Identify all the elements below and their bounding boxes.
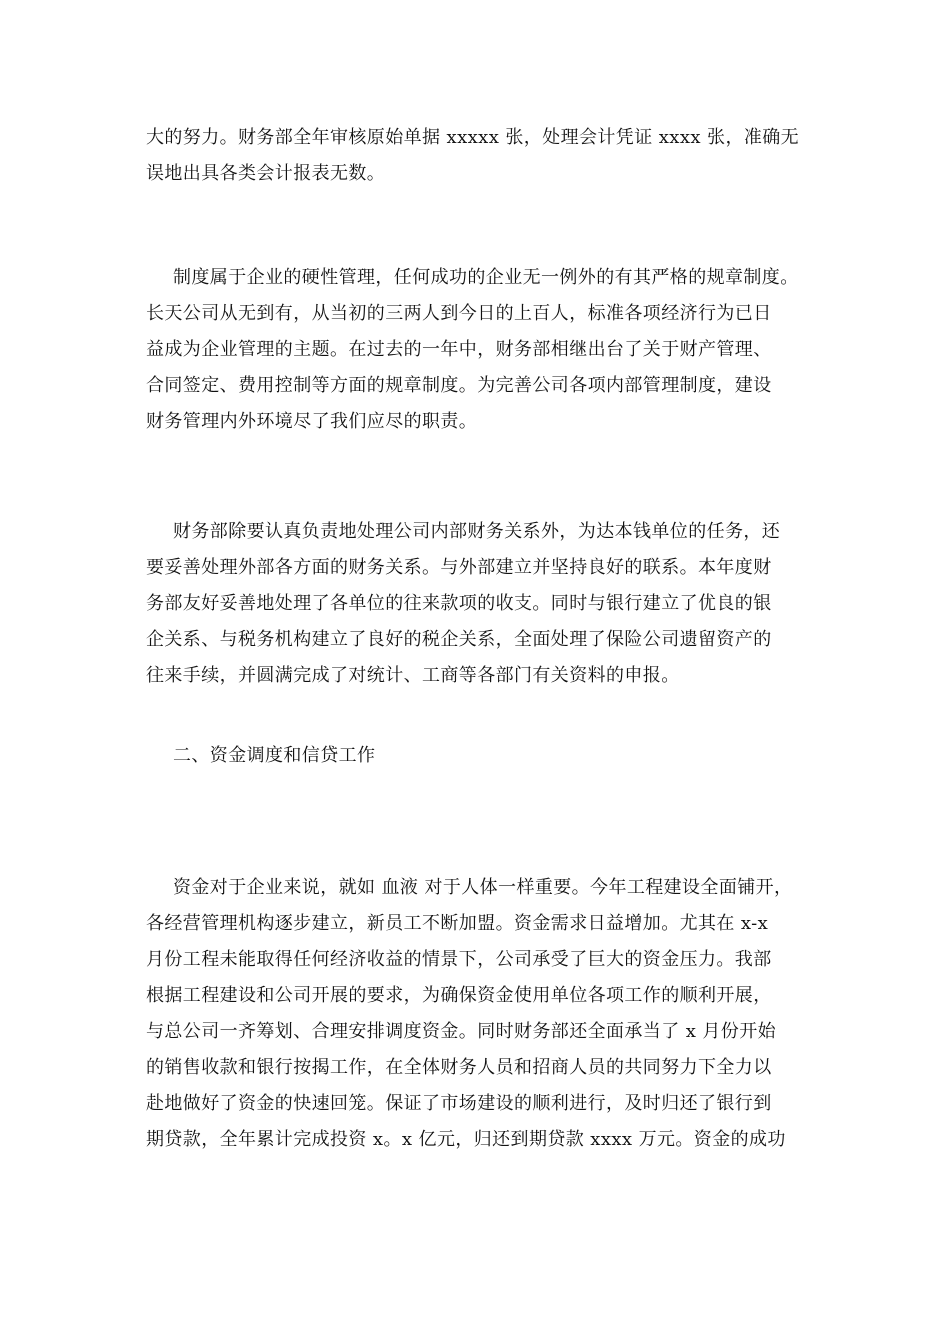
paragraph-line: 企关系、与税务机构建立了良好的税企关系，全面处理了保险公司遗留资产的 [146, 629, 772, 650]
paragraph-line: 期贷款，全年累计完成投资 x。x 亿元，归还到期贷款 xxxx 万元。资金的成功 [146, 1129, 786, 1150]
paragraph-line: 各经营管理机构逐步建立，新员工不断加盟。资金需求日益增加。尤其在 x-x [146, 913, 769, 934]
paragraph-line: 赴地做好了资金的快速回笼。保证了市场建设的顺利进行，及时归还了银行到 [146, 1093, 772, 1114]
paragraph-line: 要妥善处理外部各方面的财务关系。与外部建立并坚持良好的联系。本年度财 [146, 557, 772, 578]
paragraph-line: 与总公司一齐筹划、合理安排调度资金。同时财务部还全面承当了 x 月份开始 [146, 1021, 776, 1042]
paragraph-line: 大的努力。财务部全年审核原始单据 xxxxx 张，处理会计凭证 xxxx 张，准确无 [146, 127, 800, 148]
paragraph-line: 资金对于企业来说，就如 血液 对于人体一样重要。今年工程建设全面铺开， [173, 877, 793, 898]
paragraph-line: 合同签定、费用控制等方面的规章制度。为完善公司各项内部管理制度，建设 [146, 375, 772, 396]
paragraph-line: 益成为企业管理的主题。在过去的一年中，财务部相继出台了关于财产管理、 [146, 339, 772, 360]
section-heading [146, 738, 846, 774]
paragraph-line: 财务部除要认真负责地处理公司内部财务关系外，为达本钱单位的任务，还 [173, 521, 781, 542]
paragraph-line: 误地出具各类会计报表无数。 [146, 163, 386, 184]
paragraph-line: 长天公司从无到有，从当初的三两人到今日的上百人，标准各项经济行为已日 [146, 303, 772, 324]
paragraph-audit-summary [146, 120, 846, 192]
paragraph-line: 根据工程建设和公司开展的要求，为确保资金使用单位各项工作的顺利开展， [146, 985, 772, 1006]
paragraph-line: 制度属于企业的硬性管理，任何成功的企业无一例外的有其严格的规章制度。 [173, 267, 799, 288]
paragraph-line: 的销售收款和银行按揭工作，在全体财务人员和招商人员的共同努力下全力以 [146, 1057, 772, 1078]
paragraph-line: 务部友好妥善地处理了各单位的往来款项的收支。同时与银行建立了优良的银 [146, 593, 772, 614]
paragraph-line: 往来手续，并圆满完成了对统计、工商等各部门有关资料的申报。 [146, 665, 680, 686]
paragraph-external-relations [146, 514, 846, 694]
section-heading-text: 二、资金调度和信贷工作 [173, 745, 376, 766]
paragraph-funds [146, 870, 846, 1158]
paragraph-regulations [146, 260, 846, 440]
paragraph-line: 财务管理内外环境尽了我们应尽的职责。 [146, 411, 478, 432]
paragraph-line: 月份工程未能取得任何经济收益的情景下，公司承受了巨大的资金压力。我部 [146, 949, 772, 970]
